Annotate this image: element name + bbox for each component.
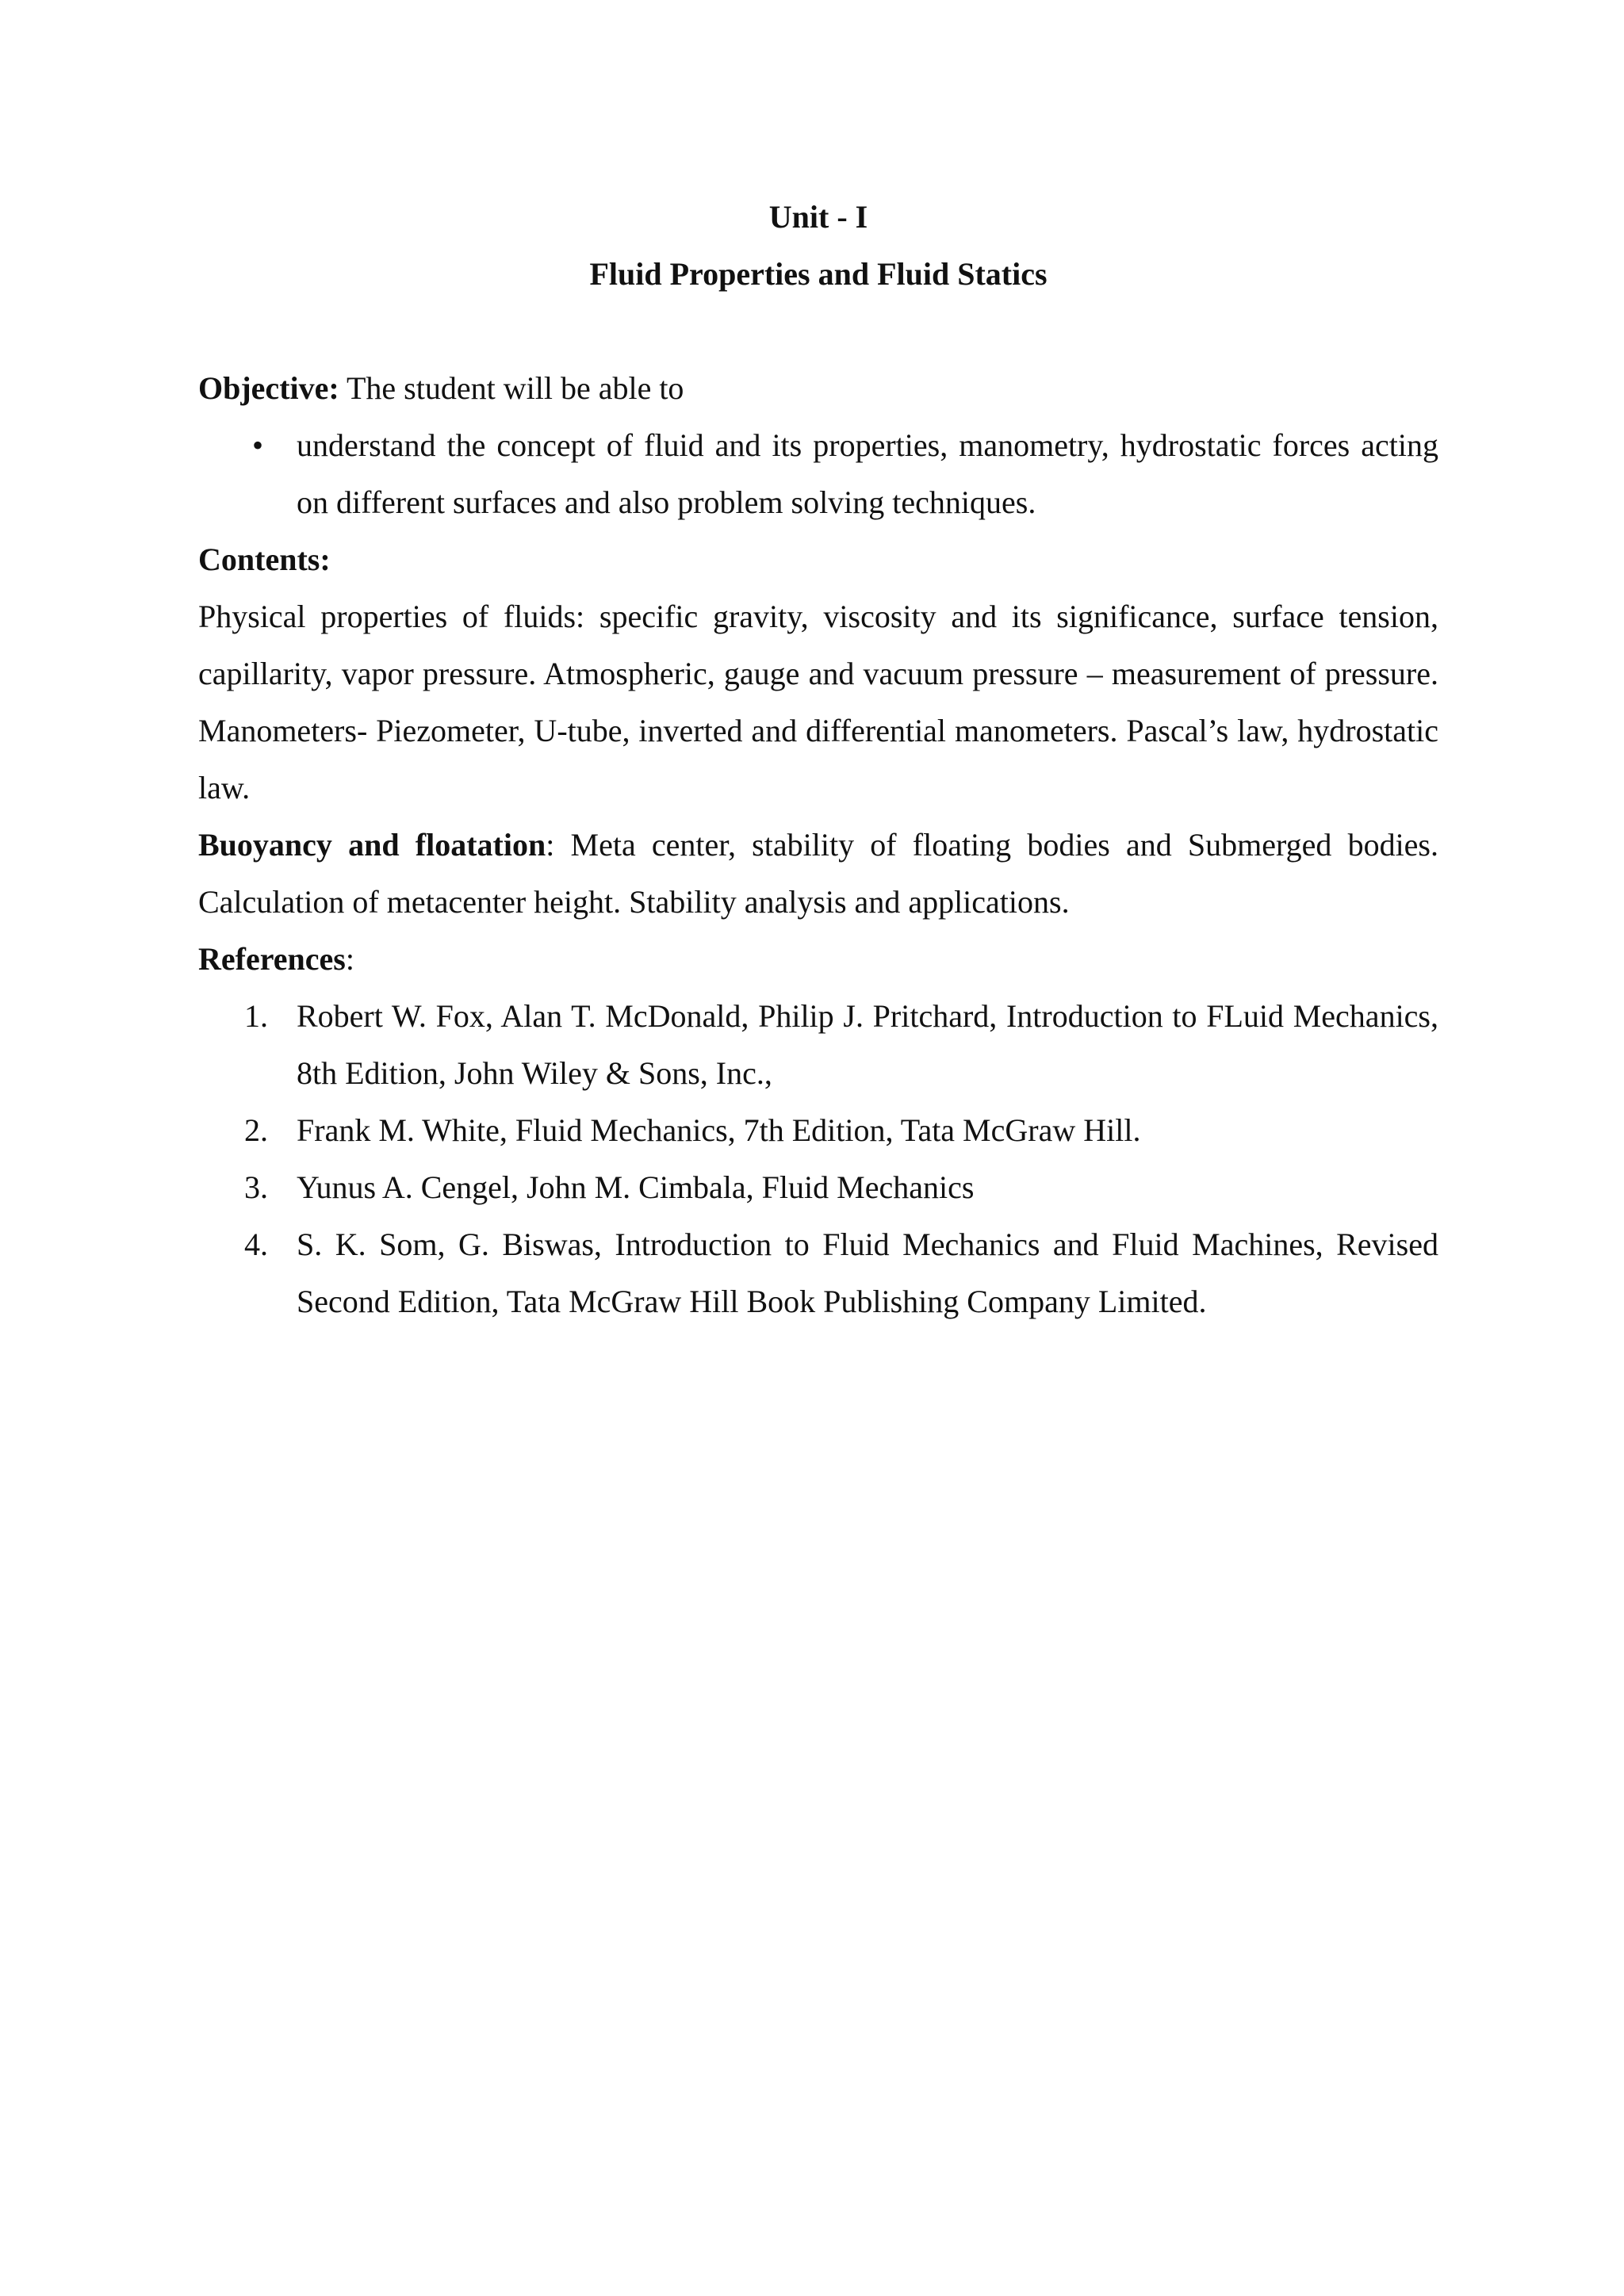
bullet-icon: • [251, 427, 263, 463]
contents-label: Contents: [198, 541, 331, 577]
buoyancy-label: Buoyancy and floatation [198, 827, 546, 863]
references-list [198, 988, 1438, 1330]
reference-text: Frank M. White, Fluid Mechanics, 7th Edition, Tata McGraw Hill. [297, 1112, 1141, 1148]
references-colon: : [345, 941, 354, 977]
reference-item [198, 1216, 1438, 1330]
reference-number: 4. [244, 1226, 268, 1262]
references-heading [198, 931, 1438, 988]
buoyancy-paragraph [198, 817, 1438, 931]
unit-title: Fluid Properties and Fluid Statics [589, 256, 1048, 292]
contents-paragraph: Physical properties of fluids: specific gravity, viscosity and its significance, surface tension, capillarity, vapor pressure. Atmospheric, gauge and vacuum pressure – measurement of pressure. Manometers- Piezometer, U-tube, inverted and differential manometers. Pascal’s law, hydrostatic law. [198, 599, 1438, 806]
objective-text: The student will be able to [339, 370, 684, 406]
buoyancy-text: : Meta center, stability of floating bodies and Submerged bodies. Calculation of metacenter height. Stability analysis and applications. [198, 827, 1438, 920]
objective-label: Objective: [198, 370, 339, 406]
reference-item [198, 988, 1438, 1102]
reference-text: Robert W. Fox, Alan T. McDonald, Philip J. Pritchard, Introduction to FLuid Mechanics, 8th Edition, John Wiley & Sons, Inc., [297, 998, 1438, 1091]
unit-heading: Unit - I [768, 199, 868, 235]
objective-line [198, 360, 1438, 417]
reference-number: 2. [244, 1112, 268, 1148]
reference-text: Yunus A. Cengel, John M. Cimbala, Fluid Mechanics [297, 1169, 975, 1205]
objective-bullet-item [198, 417, 1438, 531]
reference-number: 3. [244, 1169, 268, 1205]
reference-text: S. K. Som, G. Biswas, Introduction to Fluid Mechanics and Fluid Machines, Revised Second Edition, Tata McGraw Hill Book Publishing Company Limited. [297, 1226, 1438, 1319]
references-label: References [198, 941, 346, 977]
reference-item [198, 1102, 1438, 1159]
reference-number: 1. [244, 998, 268, 1034]
body-text [198, 360, 1438, 1330]
reference-item [198, 1159, 1438, 1216]
objective-bullet-text: understand the concept of fluid and its properties, manometry, hydrostatic forces acting on different surfaces and also problem solving techniques. [297, 427, 1438, 520]
